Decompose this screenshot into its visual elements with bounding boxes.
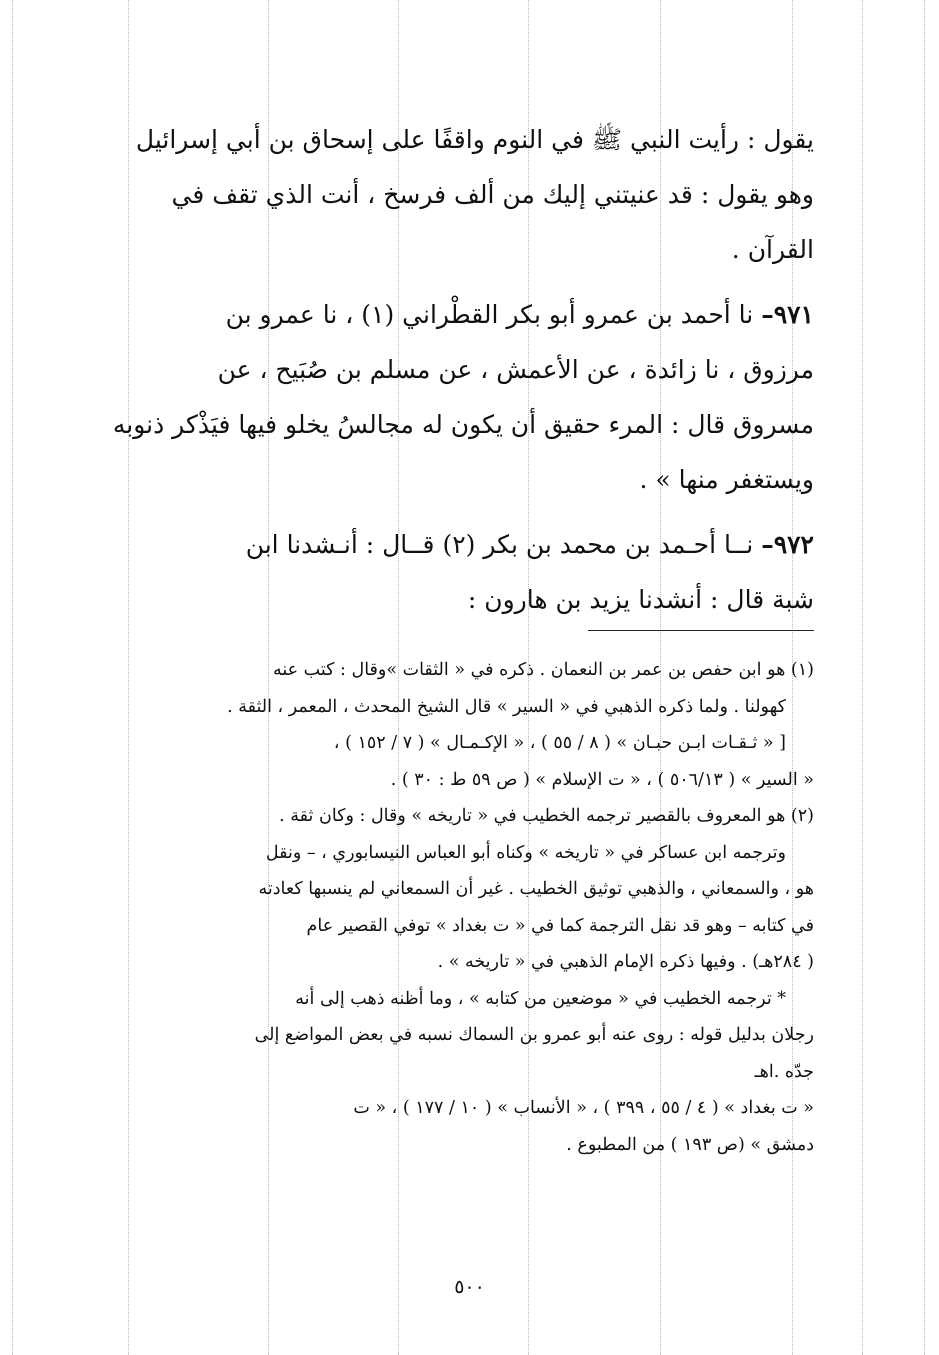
footnote-line: (١) هو ابن حفص بن عمر بن النعمان . ذكره في « الثقات »وقال : كتب عنه — [273, 660, 814, 680]
entry-971-first-line — [108, 287, 814, 342]
footnote-line: ( ٢٨٤هـ) . وفيها ذكره الإمام الذهبي في « تاريخه » . — [437, 952, 814, 972]
footnote-line: هو ، والسمعاني ، والذهبي توثيق الخطيب . غير أن السمعاني لم ينسبها كعادته — [258, 879, 814, 899]
footnote-line: رجلان بدليل قوله : روى عنه أبو عمرو بن السماك نسبه في بعض المواضع إلى — [254, 1025, 814, 1045]
footnote-line: * ترجمه الخطيب في « موضعين من كتابه » ، وما أظنه ذهب إلى أنه — [295, 988, 786, 1009]
footnote-line: [ « ثـقـات ابـن حبـان » ( ٨ / ٥٥ ) ، « الإكـمـال » ( ٧ / ١٥٢ ) ، — [333, 733, 786, 753]
footnote-line: في كتابه – وهو قد نقل الترجمة كما في « ت بغداد » توفي القصير عام — [306, 915, 814, 936]
footnote-line: جدّه .اهـ — [754, 1061, 814, 1082]
footnote-separator — [588, 630, 814, 631]
footnotes — [108, 652, 814, 1163]
text-line: نــا أحـمد بن محمد بن بكر (٢) قــال : أنـشدنا ابن — [245, 530, 754, 559]
text-line: نا أحمد بن عمرو أبو بكر القطْراني (١) ، نا عمرو بن — [225, 300, 754, 329]
text-line: ويستغفر منها » . — [639, 465, 814, 494]
text-line: مسروق قال : المرء حقيق أن يكون له مجالسُ يخلو فيها فيَذْكر ذنوبه — [112, 410, 814, 439]
text-line: وهو يقول : قد عنيتني إليك من ألف فرسخ ، أنت الذي تقف في — [171, 180, 814, 209]
text-line: شبة قال : أنشدنا يزيد بن هارون : — [467, 585, 814, 614]
footnote-line: « السير » ( ٥٠٦/١٣ ) ، « ت الإسلام » ( ص ٥٩ ط : ٣٠ ) . — [390, 769, 814, 790]
footnote-line: وترجمه ابن عساكر في « تاريخه » وكناه أبو العباس النيسابوري ، – ونقل — [265, 842, 786, 863]
text-line: يقول : رأيت النبي ﷺ في النوم واقفًا على إسحاق بن أبي إسرائيل — [135, 125, 814, 154]
main-text — [108, 112, 814, 627]
page-number: ٥٠٠ — [454, 1276, 485, 1298]
footnote-line: « ت بغداد » ( ٤ / ٥٥ ، ٣٩٩ ) ، « الأنساب » ( ١٠ / ١٧٧ ) ، « ت — [353, 1098, 814, 1118]
text-line: مرزوق ، نا زائدة ، عن الأعمش ، عن مسلم بن صُبَيح ، عن — [217, 355, 814, 384]
footnote-line: دمشق » (ص ١٩٣ ) من المطبوع . — [566, 1134, 814, 1155]
text-line: القرآن . — [731, 235, 814, 264]
footnote-line: (٢) هو المعروف بالقصير ترجمه الخطيب في « تاريخه » وقال : وكان ثقة . — [279, 806, 814, 826]
entry-972-first-line — [108, 517, 814, 572]
entry-number: ٩٧٢– — [761, 530, 814, 559]
entry-number: ٩٧١– — [761, 300, 814, 329]
footnote-line: كهولنا . ولما ذكره الذهبي في « السير » قال الشيخ المحدث ، المعمر ، الثقة . — [227, 696, 786, 717]
